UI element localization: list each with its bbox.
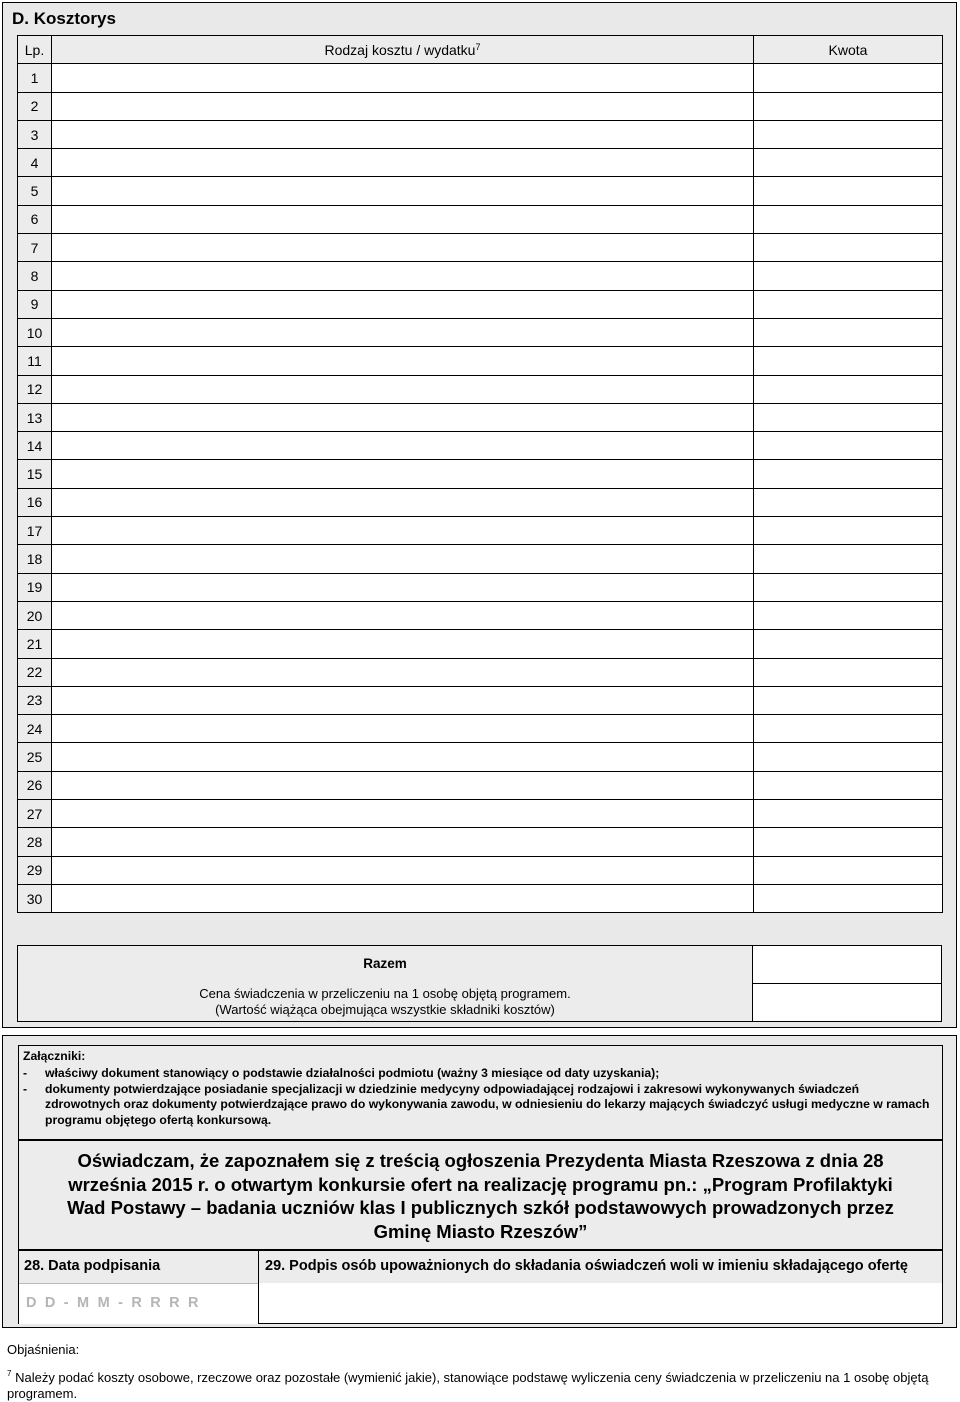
table-row — [18, 686, 943, 714]
row-number: 17 — [18, 517, 52, 545]
row-number: 19 — [18, 573, 52, 601]
cost-type-field[interactable] — [52, 573, 754, 601]
row-number: 24 — [18, 715, 52, 743]
cost-type-field[interactable] — [52, 347, 754, 375]
table-row — [18, 177, 943, 205]
cost-type-field[interactable] — [52, 715, 754, 743]
row-number: 30 — [18, 884, 52, 912]
row-number: 5 — [18, 177, 52, 205]
price-per-person-line2: (Wartość wiążąca obejmująca wszystkie składniki kosztów) — [215, 1002, 555, 1017]
table-row — [18, 884, 943, 912]
amount-field[interactable] — [754, 658, 943, 686]
attachments-label: Załączniki: — [23, 1049, 86, 1063]
attachment-text: właściwy dokument stanowiący o podstawie działalności podmiotu (ważny 3 miesiące od daty uzyskania); — [45, 1066, 660, 1080]
signature-date-field[interactable] — [19, 1283, 258, 1324]
cost-type-field[interactable] — [52, 488, 754, 516]
declaration-box — [18, 1140, 943, 1250]
attachments-box — [18, 1045, 943, 1140]
row-number: 12 — [18, 375, 52, 403]
amount-field[interactable] — [754, 828, 943, 856]
amount-field[interactable] — [754, 64, 943, 92]
cost-type-field[interactable] — [52, 205, 754, 233]
table-row — [18, 828, 943, 856]
cost-type-field[interactable] — [52, 630, 754, 658]
table-row — [18, 234, 943, 262]
footnote-ref: 7 — [475, 41, 481, 52]
table-row — [18, 120, 943, 148]
amount-field[interactable] — [754, 800, 943, 828]
row-number: 13 — [18, 403, 52, 431]
table-row — [18, 545, 943, 573]
table-row — [18, 658, 943, 686]
row-number: 23 — [18, 686, 52, 714]
row-number: 29 — [18, 856, 52, 884]
amount-field[interactable] — [754, 686, 943, 714]
row-number: 16 — [18, 488, 52, 516]
row-number: 25 — [18, 743, 52, 771]
row-number: 28 — [18, 828, 52, 856]
table-row — [18, 630, 943, 658]
footnote-text: Należy podać koszty osobowe, rzeczowe oraz pozostałe (wymienić jakie), stanowiące podstawę wyliczenia ceny świadczenia w przeliczeniu na 1 osobę objętą programem. — [7, 1370, 929, 1401]
signature-date-box — [18, 1250, 259, 1324]
total-label: Razem — [363, 956, 407, 971]
column-header-cost-type-label: Rodzaj kosztu / wydatku — [324, 41, 476, 58]
row-number: 1 — [18, 64, 52, 92]
footnote-mark: 7 — [7, 1369, 12, 1378]
cost-type-field[interactable] — [52, 262, 754, 290]
date-placeholder: D D - M M - R R R R — [26, 1295, 201, 1311]
price-per-person-line1: Cena świadczenia w przeliczeniu na 1 osobę objętą programem. — [199, 986, 571, 1001]
cost-type-field[interactable] — [52, 743, 754, 771]
dash-bullet: - — [23, 1066, 28, 1080]
table-row — [18, 403, 943, 431]
signature-field[interactable] — [259, 1283, 942, 1323]
amount-field[interactable] — [754, 375, 943, 403]
footnote — [7, 1366, 952, 1402]
row-number: 4 — [18, 149, 52, 177]
column-header-amount: Kwota — [754, 36, 943, 64]
table-row — [18, 743, 943, 771]
table-row — [18, 149, 943, 177]
amount-field[interactable] — [754, 743, 943, 771]
table-row — [18, 432, 943, 460]
amount-field[interactable] — [754, 771, 943, 799]
cost-type-field[interactable] — [52, 120, 754, 148]
amount-field[interactable] — [754, 290, 943, 318]
amount-field[interactable] — [754, 488, 943, 516]
table-row — [18, 856, 943, 884]
column-header-cost-type — [52, 36, 754, 64]
amount-field[interactable] — [754, 205, 943, 233]
cost-type-field[interactable] — [52, 517, 754, 545]
list-item — [23, 1082, 934, 1129]
amount-field[interactable] — [754, 177, 943, 205]
row-number: 8 — [18, 262, 52, 290]
amount-field[interactable] — [754, 120, 943, 148]
amount-field[interactable] — [754, 884, 943, 912]
cost-type-field[interactable] — [52, 234, 754, 262]
table-row — [18, 601, 943, 629]
table-row — [18, 375, 943, 403]
cost-type-field[interactable] — [52, 403, 754, 431]
table-row — [18, 347, 943, 375]
cost-type-field[interactable] — [52, 64, 754, 92]
table-row — [18, 460, 943, 488]
cost-type-field[interactable] — [52, 601, 754, 629]
row-number: 9 — [18, 290, 52, 318]
row-number: 2 — [18, 92, 52, 120]
signature-label: 29. Podpis osób upoważnionych do składania oświadczeń woli w imieniu składającego ofertę — [265, 1258, 908, 1274]
amount-field[interactable] — [754, 149, 943, 177]
cost-type-field[interactable] — [52, 92, 754, 120]
amount-field[interactable] — [754, 601, 943, 629]
table-row — [18, 573, 943, 601]
row-number: 15 — [18, 460, 52, 488]
signature-date-label: 28. Data podpisania — [24, 1258, 161, 1274]
amount-field[interactable] — [754, 234, 943, 262]
amount-field[interactable] — [754, 856, 943, 884]
amount-field[interactable] — [754, 460, 943, 488]
amount-field[interactable] — [754, 715, 943, 743]
amount-field[interactable] — [754, 262, 943, 290]
table-row — [18, 262, 943, 290]
row-number: 3 — [18, 120, 52, 148]
amount-field[interactable] — [754, 432, 943, 460]
row-number: 27 — [18, 800, 52, 828]
amount-field[interactable] — [754, 573, 943, 601]
cost-type-field[interactable] — [52, 800, 754, 828]
table-header-row — [18, 36, 943, 64]
cost-type-field[interactable] — [52, 375, 754, 403]
amount-field[interactable] — [754, 92, 943, 120]
cost-type-field[interactable] — [52, 884, 754, 912]
cost-type-field[interactable] — [52, 460, 754, 488]
row-number: 10 — [18, 318, 52, 346]
dash-bullet: - — [23, 1081, 28, 1096]
cost-type-field[interactable] — [52, 658, 754, 686]
row-number: 6 — [18, 205, 52, 233]
amount-field[interactable] — [754, 517, 943, 545]
table-row — [18, 92, 943, 120]
cost-type-field[interactable] — [52, 177, 754, 205]
row-number: 18 — [18, 545, 52, 573]
table-row — [18, 517, 943, 545]
section-title: D. Kosztorys — [12, 9, 116, 28]
row-number: 21 — [18, 630, 52, 658]
amount-field[interactable] — [754, 545, 943, 573]
cost-type-field[interactable] — [52, 686, 754, 714]
table-row — [18, 771, 943, 799]
amount-field[interactable] — [754, 630, 943, 658]
cost-type-field[interactable] — [52, 432, 754, 460]
cost-type-field[interactable] — [52, 290, 754, 318]
total-amount-field[interactable] — [752, 945, 942, 984]
table-row — [18, 64, 943, 92]
signature-box — [258, 1250, 943, 1324]
attachments-section — [2, 1035, 957, 1328]
declaration-text: Oświadczam, że zapoznałem się z treścią ogłoszenia Prezydenta Miasta Rzeszowa z dnia 28 września 2015 r. o otwartym konkursie ofert na realizację programu pn.: „Program Profilaktyki Wad Postawy – badania uczniów klas I publicznych szkół podstawowych prowadzonych przez Gminę Miasto Rzeszów” — [67, 1150, 894, 1242]
column-header-lp: Lp. — [18, 36, 52, 64]
row-number: 11 — [18, 347, 52, 375]
price-per-person-field[interactable] — [752, 983, 942, 1022]
table-row — [18, 800, 943, 828]
table-row — [18, 205, 943, 233]
total-label-cell — [17, 945, 753, 1022]
table-row — [18, 715, 943, 743]
amount-field[interactable] — [754, 347, 943, 375]
cost-type-field[interactable] — [52, 771, 754, 799]
amount-field[interactable] — [754, 403, 943, 431]
row-number: 7 — [18, 234, 52, 262]
notes-label: Objaśnienia: — [7, 1342, 80, 1357]
list-item — [23, 1066, 934, 1082]
row-number: 14 — [18, 432, 52, 460]
table-row — [18, 318, 943, 346]
cost-type-field[interactable] — [52, 149, 754, 177]
cost-type-field[interactable] — [52, 828, 754, 856]
price-per-person-label — [18, 986, 752, 1018]
attachment-text: dokumenty potwierdzające posiadanie specjalizacji w dziedzinie medycyny odpowiadającej rodzajowi i zakresowi wykonywanych świadczeń zdrowotnych oraz dokumenty potwierdzające prawo do wykonywania zawodu, w odniesieniu do lekarzy mających świadczyć usługi medyczne w ramach programu objętego ofertą konkursową. — [45, 1081, 930, 1127]
row-number: 26 — [18, 771, 52, 799]
cost-type-field[interactable] — [52, 856, 754, 884]
row-number: 20 — [18, 601, 52, 629]
table-row — [18, 488, 943, 516]
cost-type-field[interactable] — [52, 318, 754, 346]
attachments-list — [23, 1066, 934, 1128]
amount-field[interactable] — [754, 318, 943, 346]
cost-table — [17, 35, 943, 913]
row-number: 22 — [18, 658, 52, 686]
table-row — [18, 290, 943, 318]
cost-type-field[interactable] — [52, 545, 754, 573]
